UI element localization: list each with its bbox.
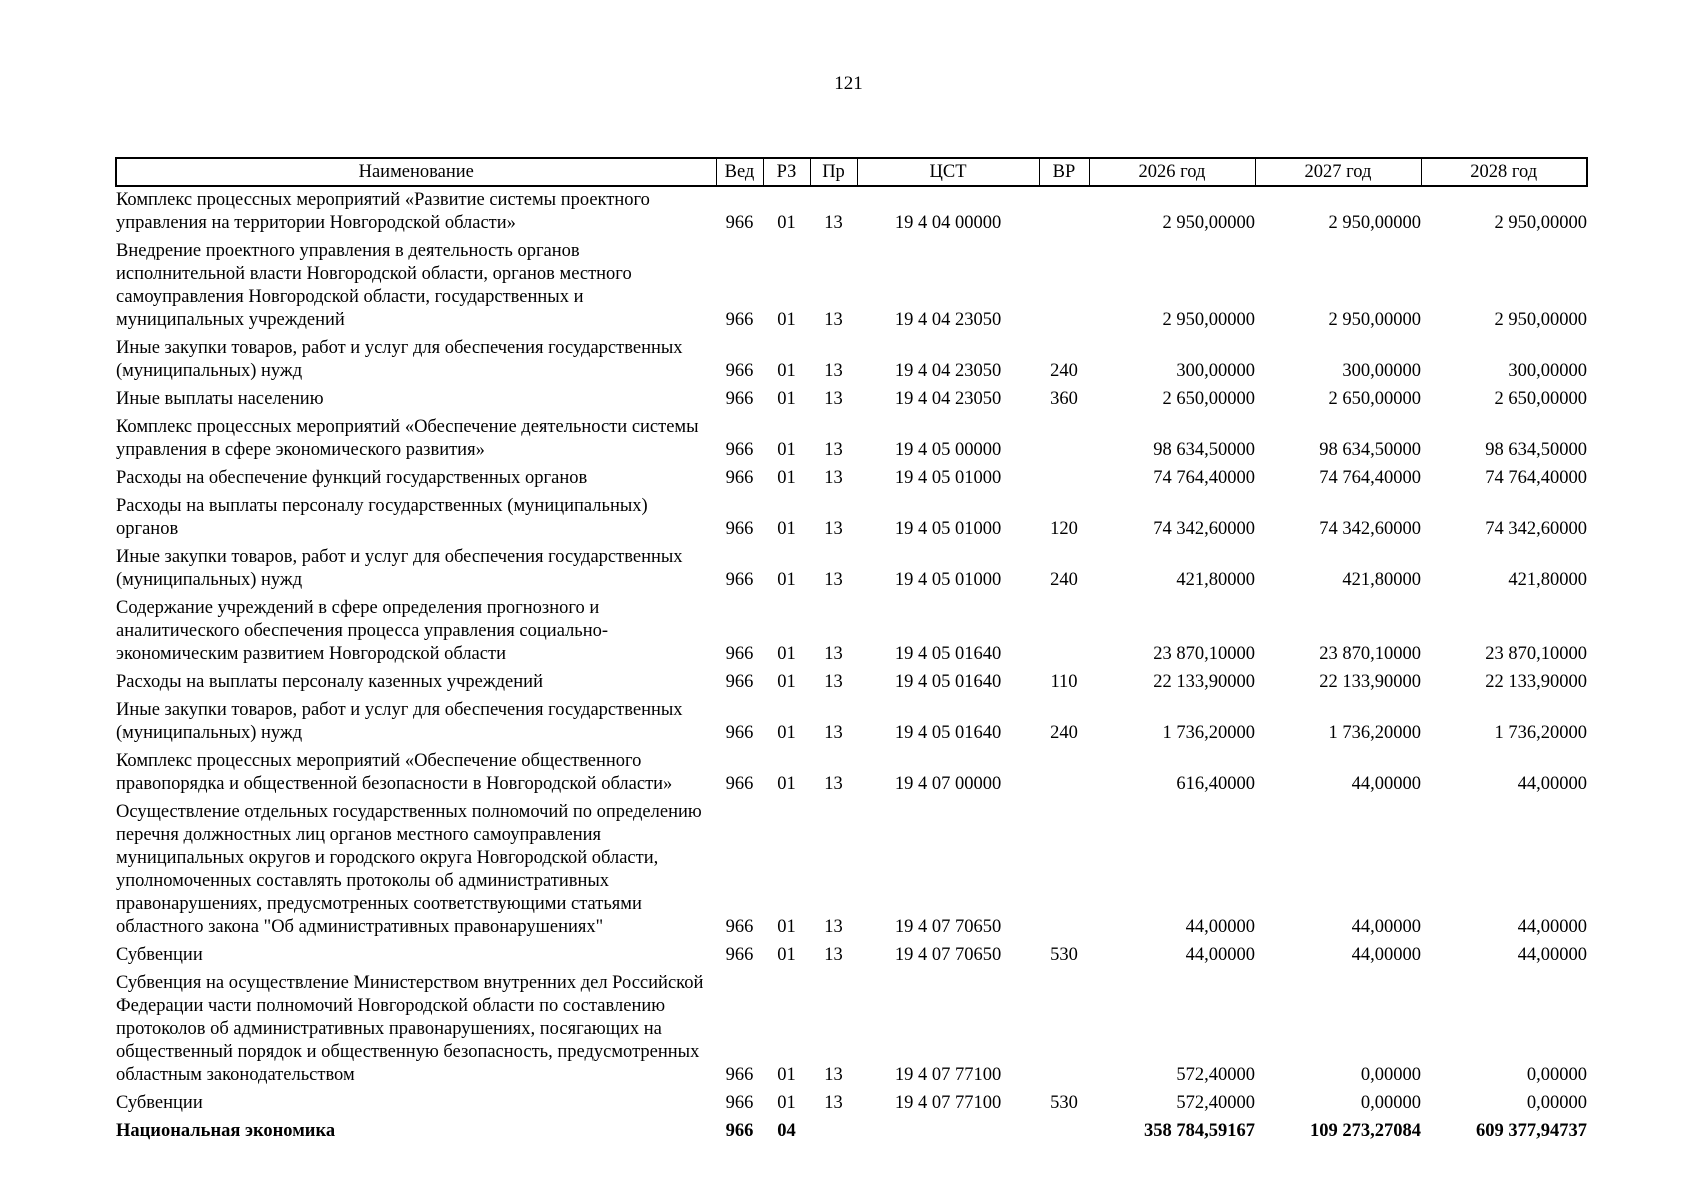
cell-vr: 240: [1050, 570, 1078, 590]
cell-2026: 2 950,00000: [1162, 310, 1255, 330]
table-row: [116, 942, 1587, 970]
cell-name: Субвенции: [116, 1093, 203, 1113]
cell-2027: 2 950,00000: [1328, 310, 1421, 330]
cell-pr: 13: [824, 723, 843, 743]
cell-pr: 13: [824, 774, 843, 794]
cell-2026: 572,40000: [1176, 1093, 1255, 1113]
cell-cst: 19 4 04 23050: [894, 310, 1002, 330]
cell-name: Субвенция на осуществление Министерством внутренних дел Российской Федерации части полномочий Новгородской области по составлению протоколов об административных правонарушениях, посягающих на общественный порядок и общественную безопасность, предусмотренных областным законодательством: [116, 973, 704, 1085]
cell-ved: 966: [725, 213, 754, 233]
cell-ved: 966: [725, 468, 754, 488]
cell-vr: [1039, 970, 1089, 1090]
cell-2026: 2 650,00000: [1162, 389, 1255, 409]
cell-ved: 966: [725, 1093, 754, 1113]
cell-cst: 19 4 04 00000: [894, 213, 1002, 233]
cell-cst: 19 4 07 77100: [894, 1065, 1002, 1085]
cell-2028: 609 377,94737: [1476, 1121, 1587, 1141]
cell-pr: 13: [824, 644, 843, 664]
cell-2027: 0,00000: [1360, 1065, 1421, 1085]
header-2027: 2027 год: [1255, 158, 1421, 186]
cell-rz: 01: [777, 468, 796, 488]
cell-pr: 13: [824, 570, 843, 590]
cell-2027: 74 342,60000: [1319, 519, 1421, 539]
table-row: [116, 335, 1587, 386]
cell-vr: 240: [1050, 723, 1078, 743]
cell-rz: 01: [777, 389, 796, 409]
cell-2026: 74 764,40000: [1153, 468, 1255, 488]
cell-2027: 44,00000: [1351, 945, 1421, 965]
cell-2028: 2 650,00000: [1494, 389, 1587, 409]
cell-2027: 74 764,40000: [1319, 468, 1421, 488]
cell-name: Иные выплаты населению: [116, 389, 324, 409]
cell-name: Субвенции: [116, 945, 203, 965]
header-vr: ВР: [1039, 158, 1089, 186]
cell-cst: [857, 1118, 1039, 1146]
cell-cst: 19 4 07 70650: [894, 917, 1002, 937]
cell-2028: 44,00000: [1517, 917, 1587, 937]
cell-2028: 22 133,90000: [1485, 672, 1587, 692]
cell-pr: [810, 1118, 857, 1146]
cell-pr: 13: [824, 440, 843, 460]
cell-2028: 2 950,00000: [1494, 310, 1587, 330]
cell-name: Комплекс процессных мероприятий «Обеспечение общественного правопорядка и общественной безопасности в Новгородской области»: [116, 751, 673, 794]
cell-rz: 01: [777, 1093, 796, 1113]
cell-ved: 966: [725, 1065, 754, 1085]
cell-vr: [1039, 465, 1089, 493]
cell-vr: 120: [1050, 519, 1078, 539]
cell-ved: 966: [725, 570, 754, 590]
header-pr: Пр: [810, 158, 857, 186]
cell-cst: 19 4 05 00000: [894, 440, 1002, 460]
cell-name: Содержание учреждений в сфере определения прогнозного и аналитического обеспечения процесса управления социально-экономическим развитием Новгородской области: [116, 598, 609, 664]
header-name: Наименование: [116, 158, 716, 186]
cell-cst: 19 4 07 77100: [894, 1093, 1002, 1113]
cell-2026: 300,00000: [1176, 361, 1255, 381]
cell-rz: 01: [777, 213, 796, 233]
cell-ved: 966: [725, 440, 754, 460]
cell-vr: [1039, 186, 1089, 238]
cell-vr: 240: [1050, 361, 1078, 381]
cell-vr: [1039, 414, 1089, 465]
cell-pr: 13: [824, 519, 843, 539]
cell-2026: 616,40000: [1176, 774, 1255, 794]
cell-ved: 966: [725, 310, 754, 330]
cell-2028: 74 342,60000: [1485, 519, 1587, 539]
cell-2026: 1 736,20000: [1162, 723, 1255, 743]
table-row: [116, 970, 1587, 1090]
cell-pr: 13: [824, 468, 843, 488]
cell-2028: 98 634,50000: [1485, 440, 1587, 460]
cell-vr: 530: [1050, 1093, 1078, 1113]
cell-2028: 0,00000: [1526, 1093, 1587, 1113]
cell-pr: 13: [824, 310, 843, 330]
cell-2028: 2 950,00000: [1494, 213, 1587, 233]
cell-2028: 44,00000: [1517, 774, 1587, 794]
cell-rz: 01: [777, 440, 796, 460]
cell-name: Расходы на обеспечение функций государственных органов: [116, 468, 588, 488]
cell-2028: 421,80000: [1508, 570, 1587, 590]
cell-ved: 966: [725, 519, 754, 539]
cell-cst: 19 4 05 01000: [894, 468, 1002, 488]
cell-name: Комплекс процессных мероприятий «Развитие системы проектного управления на территории Новгородской области»: [116, 190, 650, 233]
cell-name: Комплекс процессных мероприятий «Обеспечение деятельности системы управления в сфере экономического развития»: [116, 417, 699, 460]
table-row: [116, 493, 1587, 544]
cell-2028: 44,00000: [1517, 945, 1587, 965]
table-row: [116, 544, 1587, 595]
table-row: [116, 748, 1587, 799]
cell-2027: 22 133,90000: [1319, 672, 1421, 692]
cell-rz: 01: [777, 945, 796, 965]
table-row: [116, 595, 1587, 669]
cell-pr: 13: [824, 672, 843, 692]
cell-vr: [1039, 595, 1089, 669]
cell-vr: [1039, 1118, 1089, 1146]
cell-2026: 421,80000: [1176, 570, 1255, 590]
cell-vr: 110: [1050, 672, 1078, 692]
cell-2027: 1 736,20000: [1328, 723, 1421, 743]
cell-cst: 19 4 05 01000: [894, 570, 1002, 590]
cell-pr: 13: [824, 361, 843, 381]
cell-2026: 44,00000: [1185, 945, 1255, 965]
table-row: [116, 1090, 1587, 1118]
cell-name: Иные закупки товаров, работ и услуг для обеспечения государственных (муниципальных) нужд: [116, 547, 683, 590]
cell-cst: 19 4 05 01640: [894, 672, 1002, 692]
cell-ved: 966: [725, 723, 754, 743]
table-body: [116, 186, 1587, 1146]
cell-2028: 23 870,10000: [1485, 644, 1587, 664]
cell-vr: [1039, 748, 1089, 799]
cell-2026: 23 870,10000: [1153, 644, 1255, 664]
cell-pr: 13: [824, 1065, 843, 1085]
table-row: [116, 697, 1587, 748]
cell-rz: 01: [777, 723, 796, 743]
header-2028: 2028 год: [1421, 158, 1587, 186]
table-row: [116, 799, 1587, 942]
cell-cst: 19 4 07 00000: [894, 774, 1002, 794]
cell-2028: 0,00000: [1526, 1065, 1587, 1085]
cell-ved: 966: [725, 389, 754, 409]
cell-2027: 98 634,50000: [1319, 440, 1421, 460]
cell-2026: 2 950,00000: [1162, 213, 1255, 233]
cell-rz: 01: [777, 917, 796, 937]
header-rz: РЗ: [763, 158, 810, 186]
cell-2026: 74 342,60000: [1153, 519, 1255, 539]
cell-2028: 1 736,20000: [1494, 723, 1587, 743]
table-row: [116, 186, 1587, 238]
cell-rz: 01: [777, 774, 796, 794]
cell-2027: 300,00000: [1342, 361, 1421, 381]
cell-rz: 01: [777, 644, 796, 664]
cell-vr: 360: [1050, 389, 1078, 409]
cell-2027: 109 273,27084: [1310, 1121, 1421, 1141]
cell-name: Осуществление отдельных государственных полномочий по определению перечня должностных лиц органов местного самоуправления муниципальных округов и городского округа Новгородской области, уполномоченных составлять протоколы об административных правонарушениях, предусмотренных соответствующими статьями областного закона "Об административных правонарушениях": [116, 802, 702, 937]
table-row: [116, 386, 1587, 414]
cell-rz: 01: [777, 519, 796, 539]
cell-name: Национальная экономика: [116, 1121, 336, 1141]
page-number: 121: [834, 73, 863, 94]
cell-pr: 13: [824, 917, 843, 937]
cell-rz: 01: [777, 310, 796, 330]
cell-name: Внедрение проектного управления в деятельность органов исполнительной власти Новгородской области, органов местного самоуправления Новгородской области, государственных и муниципальных учреждений: [116, 241, 632, 330]
cell-rz: 01: [777, 672, 796, 692]
cell-name: Иные закупки товаров, работ и услуг для обеспечения государственных (муниципальных) нужд: [116, 700, 683, 743]
cell-2026: 98 634,50000: [1153, 440, 1255, 460]
cell-name: Расходы на выплаты персоналу государственных (муниципальных) органов: [116, 496, 648, 539]
cell-pr: 13: [824, 213, 843, 233]
header-ved: Вед: [716, 158, 763, 186]
cell-2026: 572,40000: [1176, 1065, 1255, 1085]
cell-ved: 966: [725, 917, 754, 937]
cell-vr: [1039, 238, 1089, 335]
cell-ved: 966: [725, 774, 754, 794]
table-row: [116, 414, 1587, 465]
cell-name: Иные закупки товаров, работ и услуг для обеспечения государственных (муниципальных) нужд: [116, 338, 683, 381]
table-row: [116, 1118, 1587, 1146]
header-2026: 2026 год: [1089, 158, 1255, 186]
cell-ved: 966: [725, 644, 754, 664]
cell-name: Расходы на выплаты персоналу казенных учреждений: [116, 672, 543, 692]
cell-2027: 23 870,10000: [1319, 644, 1421, 664]
cell-2027: 2 950,00000: [1328, 213, 1421, 233]
cell-2027: 44,00000: [1351, 774, 1421, 794]
header-cst: ЦСТ: [857, 158, 1039, 186]
cell-2026: 22 133,90000: [1153, 672, 1255, 692]
cell-pr: 13: [824, 389, 843, 409]
cell-rz: 01: [777, 570, 796, 590]
cell-pr: 13: [824, 945, 843, 965]
cell-ved: 966: [725, 361, 754, 381]
table-header-row: [116, 158, 1587, 186]
table-row: [116, 669, 1587, 697]
cell-ved: 966: [725, 1121, 754, 1141]
cell-pr: 13: [824, 1093, 843, 1113]
cell-vr: [1039, 799, 1089, 942]
cell-2027: 2 650,00000: [1328, 389, 1421, 409]
cell-ved: 966: [725, 945, 754, 965]
cell-ved: 966: [725, 672, 754, 692]
cell-cst: 19 4 04 23050: [894, 389, 1002, 409]
cell-rz: 04: [777, 1121, 796, 1141]
cell-cst: 19 4 07 70650: [894, 945, 1002, 965]
cell-2027: 421,80000: [1342, 570, 1421, 590]
cell-2028: 300,00000: [1508, 361, 1587, 381]
cell-2026: 358 784,59167: [1144, 1121, 1255, 1141]
table-row: [116, 238, 1587, 335]
cell-cst: 19 4 04 23050: [894, 361, 1002, 381]
cell-rz: 01: [777, 1065, 796, 1085]
cell-rz: 01: [777, 361, 796, 381]
cell-2027: 44,00000: [1351, 917, 1421, 937]
cell-cst: 19 4 05 01640: [894, 644, 1002, 664]
cell-cst: 19 4 05 01640: [894, 723, 1002, 743]
budget-table: [115, 157, 1588, 1146]
cell-2026: 44,00000: [1185, 917, 1255, 937]
cell-2028: 74 764,40000: [1485, 468, 1587, 488]
cell-vr: 530: [1050, 945, 1078, 965]
cell-2027: 0,00000: [1360, 1093, 1421, 1113]
table-row: [116, 465, 1587, 493]
cell-cst: 19 4 05 01000: [894, 519, 1002, 539]
